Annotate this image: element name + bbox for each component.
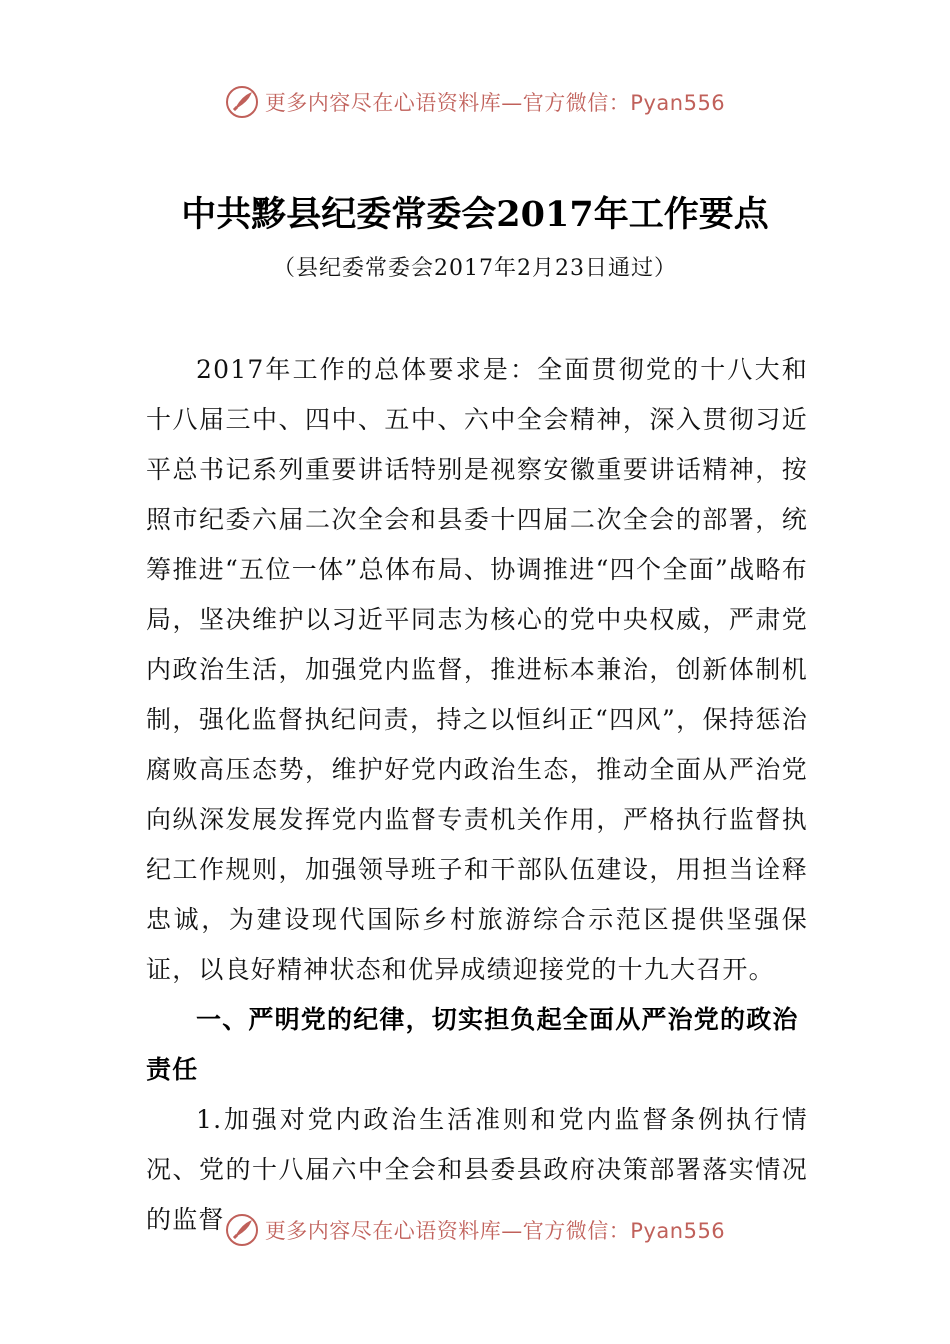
watermark-bottom — [0, 1210, 950, 1250]
document-subtitle: （县纪委常委会2017年2月23日通过） — [273, 256, 677, 281]
document-body — [146, 345, 808, 1245]
item-paragraph: 1.加强对党内政治生活准则和党内监督条例执行情况、党的十八届六中全会和县委县政府决策部署落实情况的监督 — [146, 1105, 808, 1234]
overview-paragraph: 2017年工作的总体要求是：全面贯彻党的十八大和十八届三中、四中、五中、六中全会精神，深入贯彻习近平总书记系列重要讲话特别是视察安徽重要讲话精神，按照市纪委六届二次全会和县委十四届二次全会的部署，统筹推进“五位一体”总体布局、协调推进“四个全面”战略布局，坚决维护以习近平同志为核心的党中央权威，严肃党内政治生活，加强党内监督，推进标本兼治，创新体制机制，强化监督执纪问责，持之以恒纠正“四风”，保持惩治腐败高压态势，维护好党内政治生态，推动全面从严治党向纵深发展发挥党内监督专责机关作用，严格执行监督执纪工作规则，加强领导班子和干部队伍建设，用担当诠释忠诚，为建设现代国际乡村旅游综合示范区提供坚强保证，以良好精神状态和优异成绩迎接党的十九大召开。 — [146, 355, 808, 984]
quill-logo-icon — [225, 85, 259, 119]
watermark-text: 更多内容尽在心语资料库—官方微信：Pyan556 — [264, 1219, 726, 1243]
quill-logo-icon — [225, 1213, 259, 1247]
watermark-text: 更多内容尽在心语资料库—官方微信：Pyan556 — [264, 91, 726, 115]
document-title: 中共黟县纪委常委会2017年工作要点 — [181, 194, 769, 235]
section-heading: 一、严明党的纪律，切实担负起全面从严治党的政治责任 — [146, 1005, 799, 1084]
watermark-top — [0, 82, 950, 122]
